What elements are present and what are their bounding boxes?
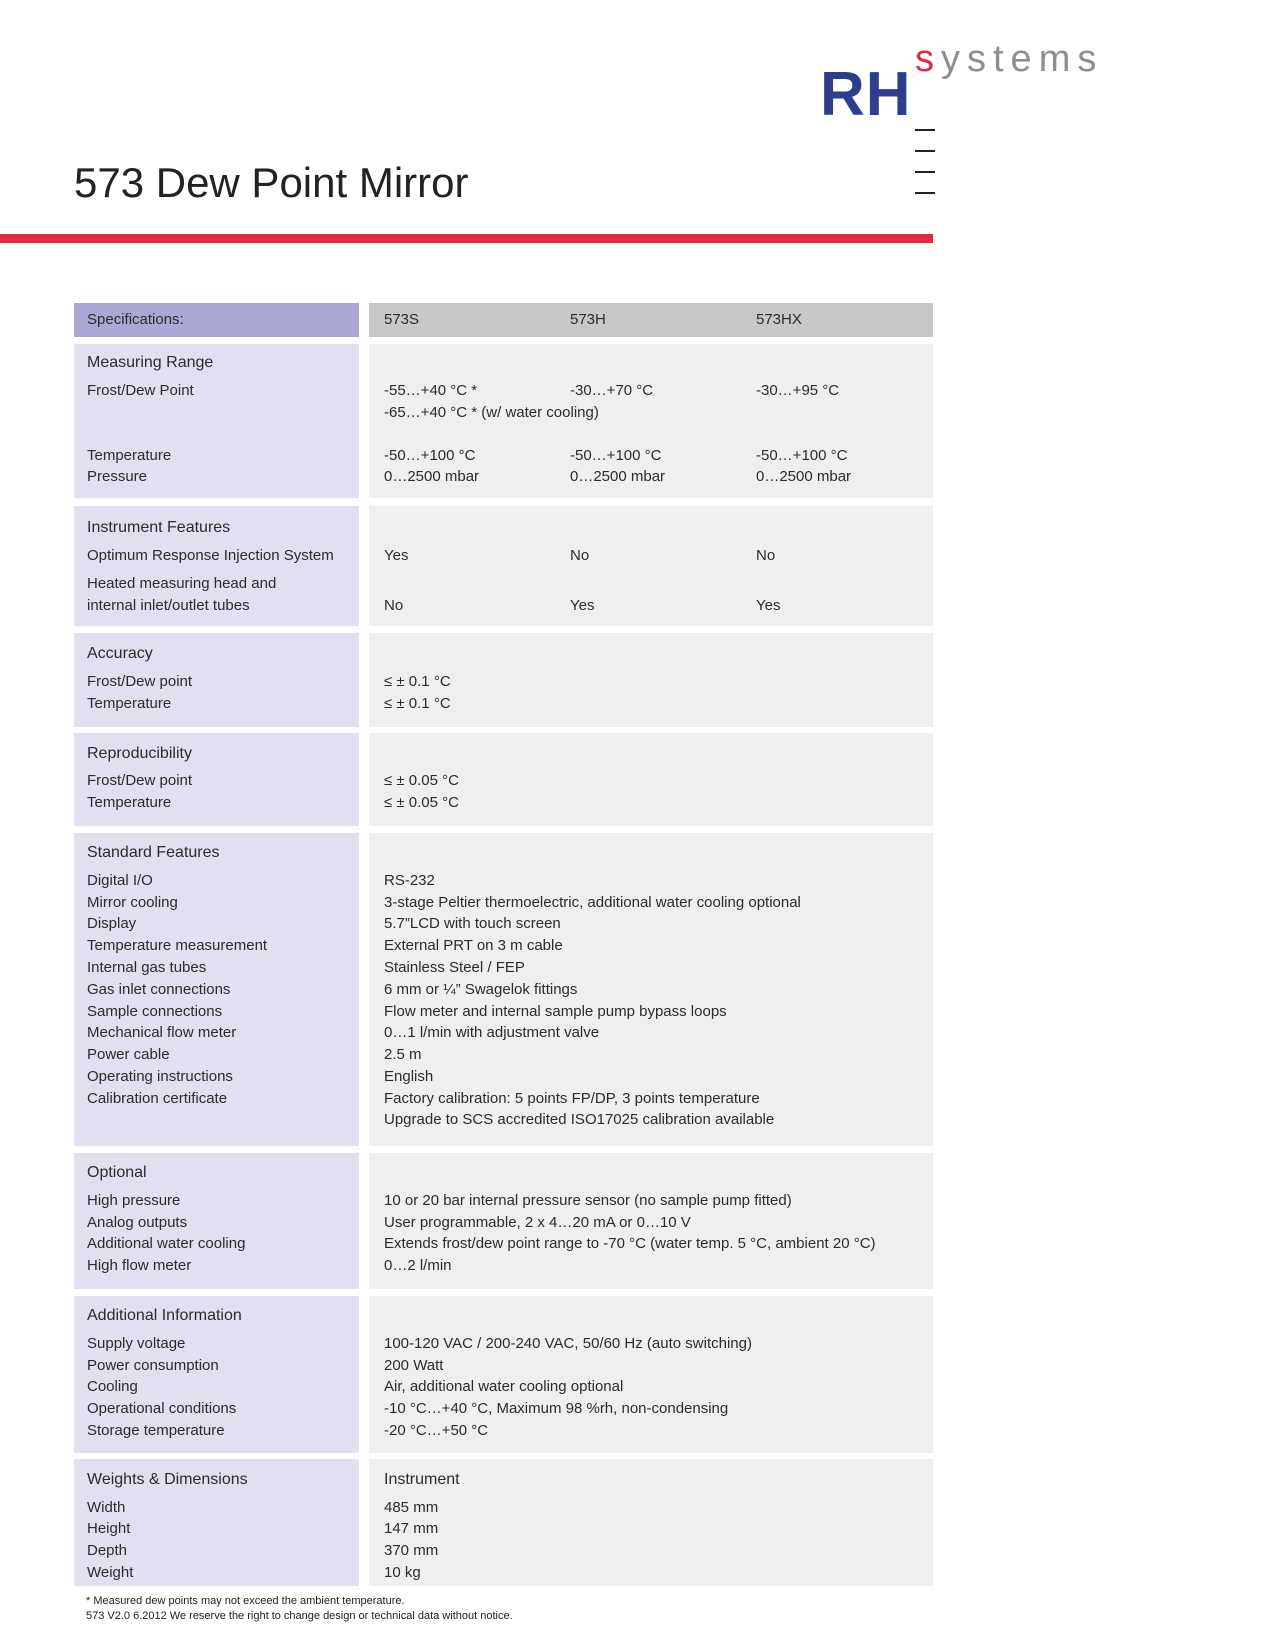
standard-features-values [369,833,933,1146]
model-573h: 573H [570,311,606,328]
reproducibility-title: Reproducibility [87,745,192,762]
optional-row-value: User programmable, 2 x 4…20 mA or 0…10 V [384,1214,691,1231]
standard-feature-value: 6 mm or ¼” Swagelok fittings [384,981,578,998]
instrument-features-labels [74,506,359,626]
model-573hx: 573HX [756,311,802,328]
standard-feature-label: Mirror cooling [87,894,178,911]
dimension-row-label: Weight [87,1564,134,1581]
ors-value-573h: No [570,547,590,564]
accuracy-row-value: ≤ ± 0.1 °C [384,695,451,712]
standard-features-title: Standard Features [87,844,220,861]
standard-feature-label: Power cable [87,1046,170,1063]
additional-info-row-value: -10 °C…+40 °C, Maximum 98 %rh, non-condensing [384,1400,729,1417]
reproducibility-values [369,733,933,826]
logo-systems-text [915,40,1103,78]
standard-feature-label: Gas inlet connections [87,981,231,998]
instrument-subtitle: Instrument [384,1471,460,1488]
heated-label-line2: internal inlet/outlet tubes [87,597,250,614]
specifications-header [74,303,359,337]
additional-info-row-label: Power consumption [87,1357,219,1374]
dimension-row-label: Width [87,1499,126,1516]
heated-value-573hx: Yes [756,597,781,614]
page-title: 573 Dew Point Mirror [74,159,469,206]
standard-feature-value: Factory calibration: 5 points FP/DP, 3 points temperature [384,1090,760,1107]
accuracy-labels [74,633,359,727]
ors-value-573hx: No [756,547,776,564]
accuracy-row-value: ≤ ± 0.1 °C [384,673,451,690]
dimension-row-value: 147 mm [384,1520,439,1537]
pressure-value-573s: 0…2500 mbar [384,468,480,485]
logo-systems-first-letter: s [915,38,941,80]
pressure-label: Pressure [87,468,148,485]
standard-feature-label: Display [87,915,137,932]
frost-value-573s: -55…+40 °C * [384,382,478,399]
standard-feature-value: 2.5 m [384,1046,422,1063]
reproducibility-row-value: ≤ ± 0.05 °C [384,794,459,811]
additional-info-row-label: Cooling [87,1378,138,1395]
logo-rh-text: RH [820,60,912,129]
standard-feature-label: Operating instructions [87,1068,233,1085]
dimension-row-label: Depth [87,1542,128,1559]
optional-row-value: Extends frost/dew point range to -70 °C (water temp. 5 °C, ambient 20 °C) [384,1235,876,1252]
standard-feature-value: RS-232 [384,872,435,889]
heated-label-line1: Heated measuring head and [87,575,277,592]
measuring-range-values [369,344,933,498]
instrument-features-title: Instrument Features [87,519,231,536]
temperature-label: Temperature [87,447,172,464]
additional-info-row-value: Air, additional water cooling optional [384,1378,624,1395]
reproducibility-row-label: Frost/Dew point [87,772,193,789]
weights-dimensions-values [369,1459,933,1586]
logo-dash [915,129,935,131]
heated-value-573s: No [384,597,404,614]
pressure-value-573h: 0…2500 mbar [570,468,666,485]
temp-value-573h: -50…+100 °C [570,447,662,464]
optional-row-value: 10 or 20 bar internal pressure sensor (no sample pump fitted) [384,1192,792,1209]
accuracy-row-label: Frost/Dew point [87,673,193,690]
dimension-row-value: 485 mm [384,1499,439,1516]
standard-feature-value: Stainless Steel / FEP [384,959,525,976]
reproducibility-labels [74,733,359,826]
standard-feature-value: Flow meter and internal sample pump bypass loops [384,1003,727,1020]
specifications-label: Specifications: [87,311,184,328]
additional-information-values [369,1296,933,1453]
additional-info-row-label: Operational conditions [87,1400,237,1417]
optional-title: Optional [87,1164,147,1181]
measuring-range-labels [74,344,359,498]
standard-feature-label: Temperature measurement [87,937,268,954]
accuracy-row-label: Temperature [87,695,172,712]
additional-info-row-value: 200 Watt [384,1357,444,1374]
standard-feature-label: Sample connections [87,1003,223,1020]
additional-information-title: Additional Information [87,1307,242,1324]
ors-label: Optimum Response Injection System [87,547,334,564]
standard-feature-value: 3-stage Peltier thermoelectric, additional water cooling optional [384,894,801,911]
frost-value-note: -65…+40 °C * (w/ water cooling) [384,404,599,421]
optional-row-label: Additional water cooling [87,1235,246,1252]
frost-dew-point-label: Frost/Dew Point [87,382,194,399]
standard-feature-value: External PRT on 3 m cable [384,937,563,954]
optional-row-label: Analog outputs [87,1214,188,1231]
pressure-value-573hx: 0…2500 mbar [756,468,852,485]
standard-features-labels [74,833,359,1146]
optional-labels [74,1153,359,1289]
optional-row-value: 0…2 l/min [384,1257,452,1274]
temp-value-573s: -50…+100 °C [384,447,476,464]
dimension-row-value: 370 mm [384,1542,439,1559]
optional-row-label: High flow meter [87,1257,192,1274]
instrument-features-values [369,506,933,626]
standard-feature-label: Internal gas tubes [87,959,207,976]
logo-dash [915,171,935,173]
additional-info-row-label: Supply voltage [87,1335,186,1352]
standard-feature-value: English [384,1068,434,1085]
weights-dimensions-title: Weights & Dimensions [87,1471,248,1488]
footnote-version: 573 V2.0 6.2012 We reserve the right to change design or technical data without notice. [86,1610,513,1622]
standard-feature-extra: Upgrade to SCS accredited ISO17025 calibration available [384,1111,775,1128]
ors-value-573s: Yes [384,547,409,564]
additional-information-labels [74,1296,359,1453]
standard-feature-value: 0…1 l/min with adjustment valve [384,1024,600,1041]
logo-systems-rest: ystems [941,38,1104,80]
standard-feature-value: 5.7”LCD with touch screen [384,915,561,932]
accuracy-title: Accuracy [87,645,153,662]
dimension-row-label: Height [87,1520,131,1537]
additional-info-row-label: Storage temperature [87,1422,225,1439]
title-divider [0,234,933,243]
optional-row-label: High pressure [87,1192,181,1209]
additional-info-row-value: -20 °C…+50 °C [384,1422,489,1439]
weights-dimensions-labels [74,1459,359,1586]
optional-values [369,1153,933,1289]
standard-feature-label: Calibration certificate [87,1090,228,1107]
measuring-range-title: Measuring Range [87,354,214,371]
reproducibility-row-value: ≤ ± 0.05 °C [384,772,459,789]
heated-value-573h: Yes [570,597,595,614]
additional-info-row-value: 100-120 VAC / 200-240 VAC, 50/60 Hz (auto switching) [384,1335,752,1352]
frost-value-573h: -30…+70 °C [570,382,654,399]
reproducibility-row-label: Temperature [87,794,172,811]
model-573s: 573S [384,311,420,328]
dimension-row-value: 10 kg [384,1564,421,1581]
footnote-dew-point: * Measured dew points may not exceed the ambient temperature. [86,1595,405,1607]
standard-feature-label: Mechanical flow meter [87,1024,237,1041]
temp-value-573hx: -50…+100 °C [756,447,848,464]
accuracy-values [369,633,933,727]
model-header [369,303,933,337]
logo-dash [915,192,935,194]
frost-value-573hx: -30…+95 °C [756,382,840,399]
logo-dash [915,150,935,152]
standard-feature-label: Digital I/O [87,872,153,889]
